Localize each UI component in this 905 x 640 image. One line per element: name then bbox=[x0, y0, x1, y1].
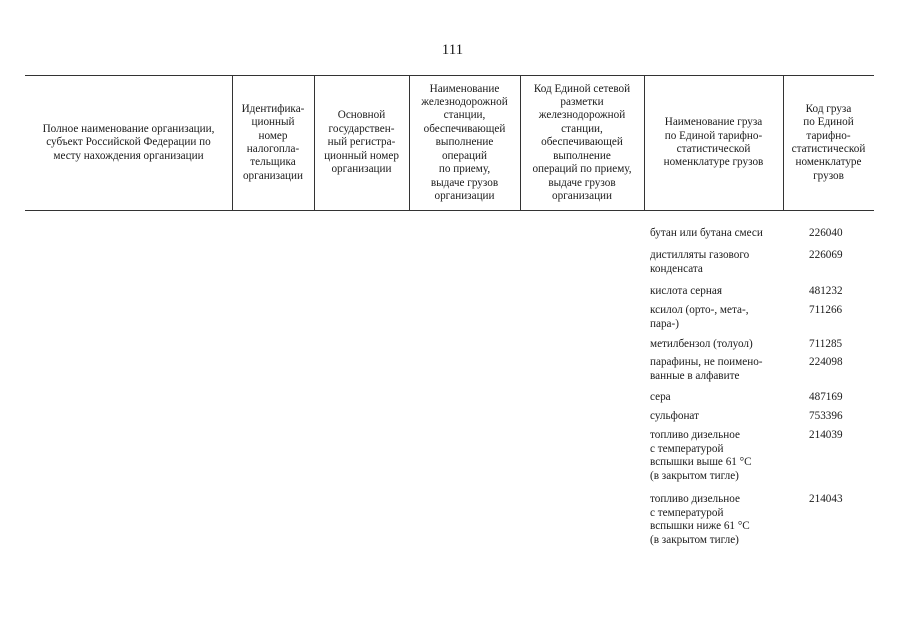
cargo-name-cell: парафины, не поимено- ванные в алфавите bbox=[650, 356, 763, 382]
header-cargo-code bbox=[783, 76, 874, 210]
page-number: 111 bbox=[441, 42, 464, 58]
header-ogrn bbox=[314, 76, 409, 210]
cargo-name-cell: метилбензол (толуол) bbox=[650, 338, 753, 350]
cargo-code-cell: 226040 bbox=[809, 227, 843, 239]
header-ogrn-text: Основной государствен- ный регистра- ционный номер организации bbox=[324, 109, 399, 176]
cargo-name-cell: топливо дизельное с температурой вспышки выше 61 °С (в закрытом тигле) bbox=[650, 429, 752, 482]
cargo-name-cell: ксилол (орто-, мета-, пара-) bbox=[650, 304, 749, 330]
header-cargo-name-text: Наименование груза по Единой тарифно- статистической номенклатуре грузов bbox=[663, 116, 764, 169]
cargo-code-cell: 226069 bbox=[809, 249, 843, 261]
cargo-code-cell: 214039 bbox=[809, 429, 843, 441]
cargo-name-cell: кислота серная bbox=[650, 285, 722, 297]
header-organization-name bbox=[25, 76, 232, 210]
cargo-name-cell: сульфонат bbox=[650, 410, 699, 422]
header-station-code-text: Код Единой сетевой разметки железнодорожной станции, обеспечивающей выполнение операций по приему, выдаче грузов организации bbox=[532, 82, 632, 202]
cargo-name-cell: бутан или бутана смеси bbox=[650, 227, 763, 239]
cargo-code-cell: 214043 bbox=[809, 493, 843, 505]
cargo-code-cell: 487169 bbox=[809, 391, 843, 403]
cargo-name-cell: сера bbox=[650, 391, 671, 403]
header-station-name-text: Наименование железнодорожной станции, обеспечивающей выполнение операций по приему, выдаче грузов организации bbox=[421, 82, 508, 202]
header-station-name bbox=[409, 76, 520, 210]
cargo-code-cell: 711285 bbox=[809, 338, 843, 350]
header-cargo-name bbox=[644, 76, 783, 210]
header-inn-text: Идентифика- ционный номер налогопла- тельщика организации bbox=[241, 102, 305, 182]
cargo-name-cell: топливо дизельное с температурой вспышки ниже 61 °С (в закрытом тигле) bbox=[650, 493, 750, 546]
table-header-bottom-rule bbox=[25, 210, 874, 211]
header-inn bbox=[232, 76, 314, 210]
cargo-code-cell: 224098 bbox=[809, 356, 843, 368]
cargo-code-cell: 711266 bbox=[809, 304, 843, 316]
cargo-code-cell: 481232 bbox=[809, 285, 843, 297]
cargo-code-cell: 753396 bbox=[809, 410, 843, 422]
header-organization-name-text: Полное наименование организации, субъект Российской Федерации по месту нахождения организации bbox=[42, 122, 215, 162]
header-station-code bbox=[520, 76, 644, 210]
cargo-name-cell: дистилляты газового конденсата bbox=[650, 249, 750, 275]
header-cargo-code-text: Код груза по Единой тарифно- статистической номенклатуре грузов bbox=[791, 102, 866, 182]
